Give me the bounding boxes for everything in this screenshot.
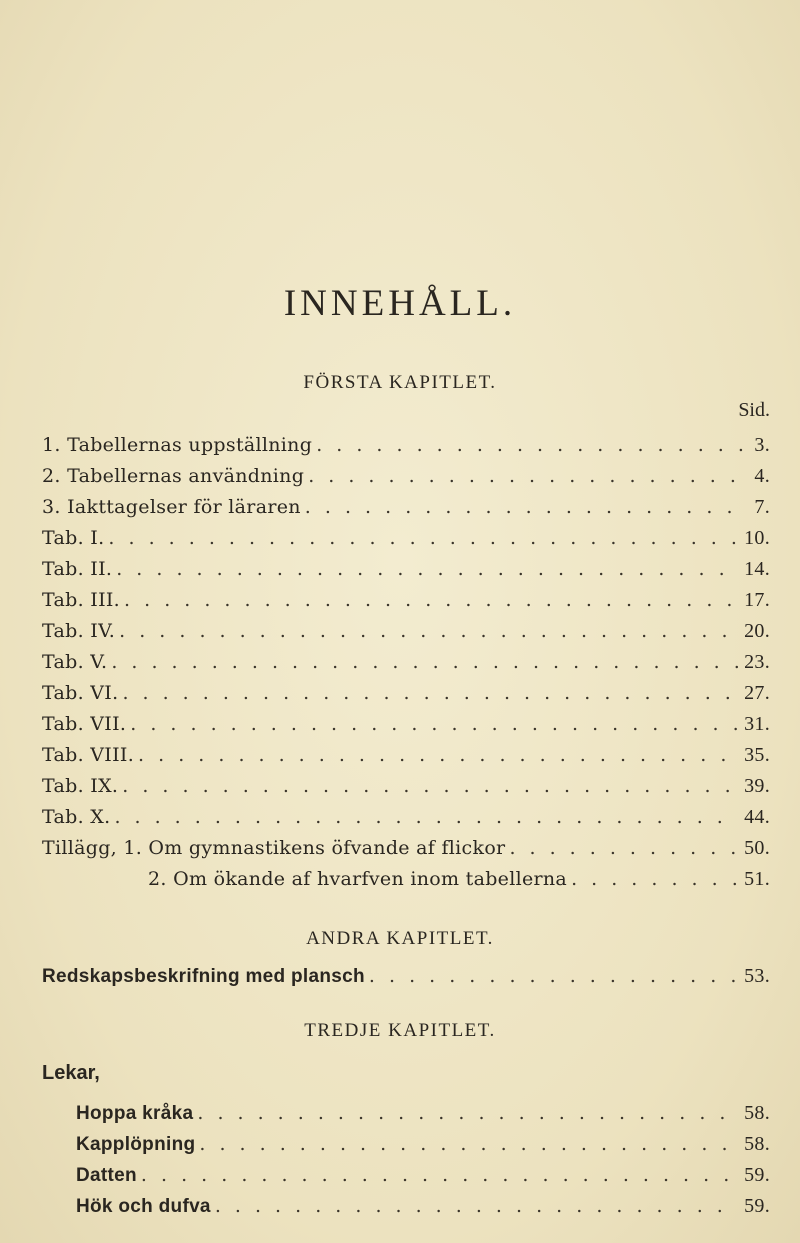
dot-leader [119, 620, 738, 642]
toc-entry-label: Redskapsbeskrifning med plansch [42, 966, 365, 987]
toc-entry [76, 1102, 770, 1130]
chapter2-heading: ANDRA KAPITLET. [306, 928, 494, 949]
toc-entry [76, 1195, 770, 1223]
dot-leader [571, 868, 738, 890]
chapter3-subheading: Lekar, [42, 1062, 100, 1084]
toc-entry-label: Tillägg, 1. Om gymnastikens öfvande af flickor [42, 837, 506, 859]
toc-entry-label: Kapplöpning [76, 1134, 196, 1155]
toc-entry-page: 59. [744, 1164, 770, 1186]
toc-entry-page: 53. [744, 965, 770, 987]
dot-leader [116, 558, 738, 580]
toc-entry-page: 58. [744, 1133, 770, 1155]
toc-entry-label: Tab. I. [42, 527, 105, 549]
toc-entry [42, 558, 770, 586]
toc-entry-page: 59. [744, 1195, 770, 1217]
toc-entry [42, 620, 770, 648]
dot-leader [369, 965, 738, 987]
toc-entry-page: 50. [744, 837, 770, 859]
toc-entry-label: Tab. IV. [42, 620, 116, 642]
toc-entry [42, 744, 770, 772]
dot-leader [199, 1133, 738, 1155]
page-column-header: Sid. [738, 399, 770, 421]
dot-leader [197, 1102, 738, 1124]
toc-entry-page: 39. [744, 775, 770, 797]
toc-entry-page: 27. [744, 682, 770, 704]
chapter1-heading: FÖRSTA KAPITLET. [303, 372, 497, 393]
toc-entry-label: Tab. VII. [42, 713, 127, 735]
toc-entry-label: Tab. III. [42, 589, 121, 611]
toc-entry [42, 496, 770, 524]
toc-entry [42, 434, 770, 462]
toc-entry-label: Tab. IX. [42, 775, 119, 797]
dot-leader [138, 744, 738, 766]
dot-leader [108, 527, 738, 549]
chapter3-heading: TREDJE KAPITLET. [304, 1020, 496, 1041]
dot-leader [316, 434, 748, 456]
toc-entry-label: 3. Iakttagelser för läraren [42, 496, 301, 518]
toc-entry-page: 44. [744, 806, 770, 828]
toc-entry-label: 2. Om ökande af hvarfven inom tabellerna [148, 868, 568, 890]
toc-entry-page: 17. [744, 589, 770, 611]
toc-entry [148, 868, 770, 896]
toc-entry-label: 1. Tabellernas uppställning [42, 434, 313, 456]
dot-leader [215, 1195, 738, 1217]
toc-entry-page: 51. [744, 868, 770, 890]
toc-entry-page: 20. [744, 620, 770, 642]
toc-entry [42, 589, 770, 617]
toc-entry [42, 775, 770, 803]
dot-leader [509, 837, 738, 859]
dot-leader [305, 496, 749, 518]
toc-entry-label: Hoppa kråka [76, 1103, 194, 1124]
page-title: INNEHÅLL. [283, 283, 517, 324]
toc-entry [42, 651, 770, 679]
toc-entry [42, 682, 770, 710]
dot-leader [122, 682, 738, 704]
toc-entry [42, 837, 770, 865]
toc-entry [42, 527, 770, 555]
toc-entry-label: Tab. X. [42, 806, 111, 828]
toc-entry [76, 1164, 770, 1192]
dot-leader [114, 806, 738, 828]
dot-leader [111, 651, 738, 673]
dot-leader [124, 589, 738, 611]
toc-entry-label: Tab. II. [42, 558, 113, 580]
toc-entry-page: 35. [744, 744, 770, 766]
dot-leader [122, 775, 738, 797]
toc-entry-label: Tab. VIII. [42, 744, 135, 766]
toc-entry-page: 58. [744, 1102, 770, 1124]
dot-leader [141, 1164, 738, 1186]
toc-entry-page: 31. [744, 713, 770, 735]
toc-entry-page: 14. [744, 558, 770, 580]
toc-entry [42, 965, 770, 993]
toc-entry-label: Datten [76, 1165, 137, 1186]
toc-entry-page: 4. [754, 465, 770, 487]
toc-entry-page: 7. [754, 496, 770, 518]
toc-entry [42, 713, 770, 741]
toc-entry-page: 10. [744, 527, 770, 549]
toc-entry-page: 3. [754, 434, 770, 456]
toc-entry-page: 23. [744, 651, 770, 673]
toc-entry-label: Tab. V. [42, 651, 108, 673]
dot-leader [308, 465, 748, 487]
toc-entry [42, 806, 770, 834]
toc-entry-label: Tab. VI. [42, 682, 119, 704]
toc-entry [76, 1133, 770, 1161]
toc-entry-label: Hök och dufva [76, 1196, 211, 1217]
toc-entry-label: 2. Tabellernas användning [42, 465, 305, 487]
toc-entry [42, 465, 770, 493]
dot-leader [130, 713, 738, 735]
